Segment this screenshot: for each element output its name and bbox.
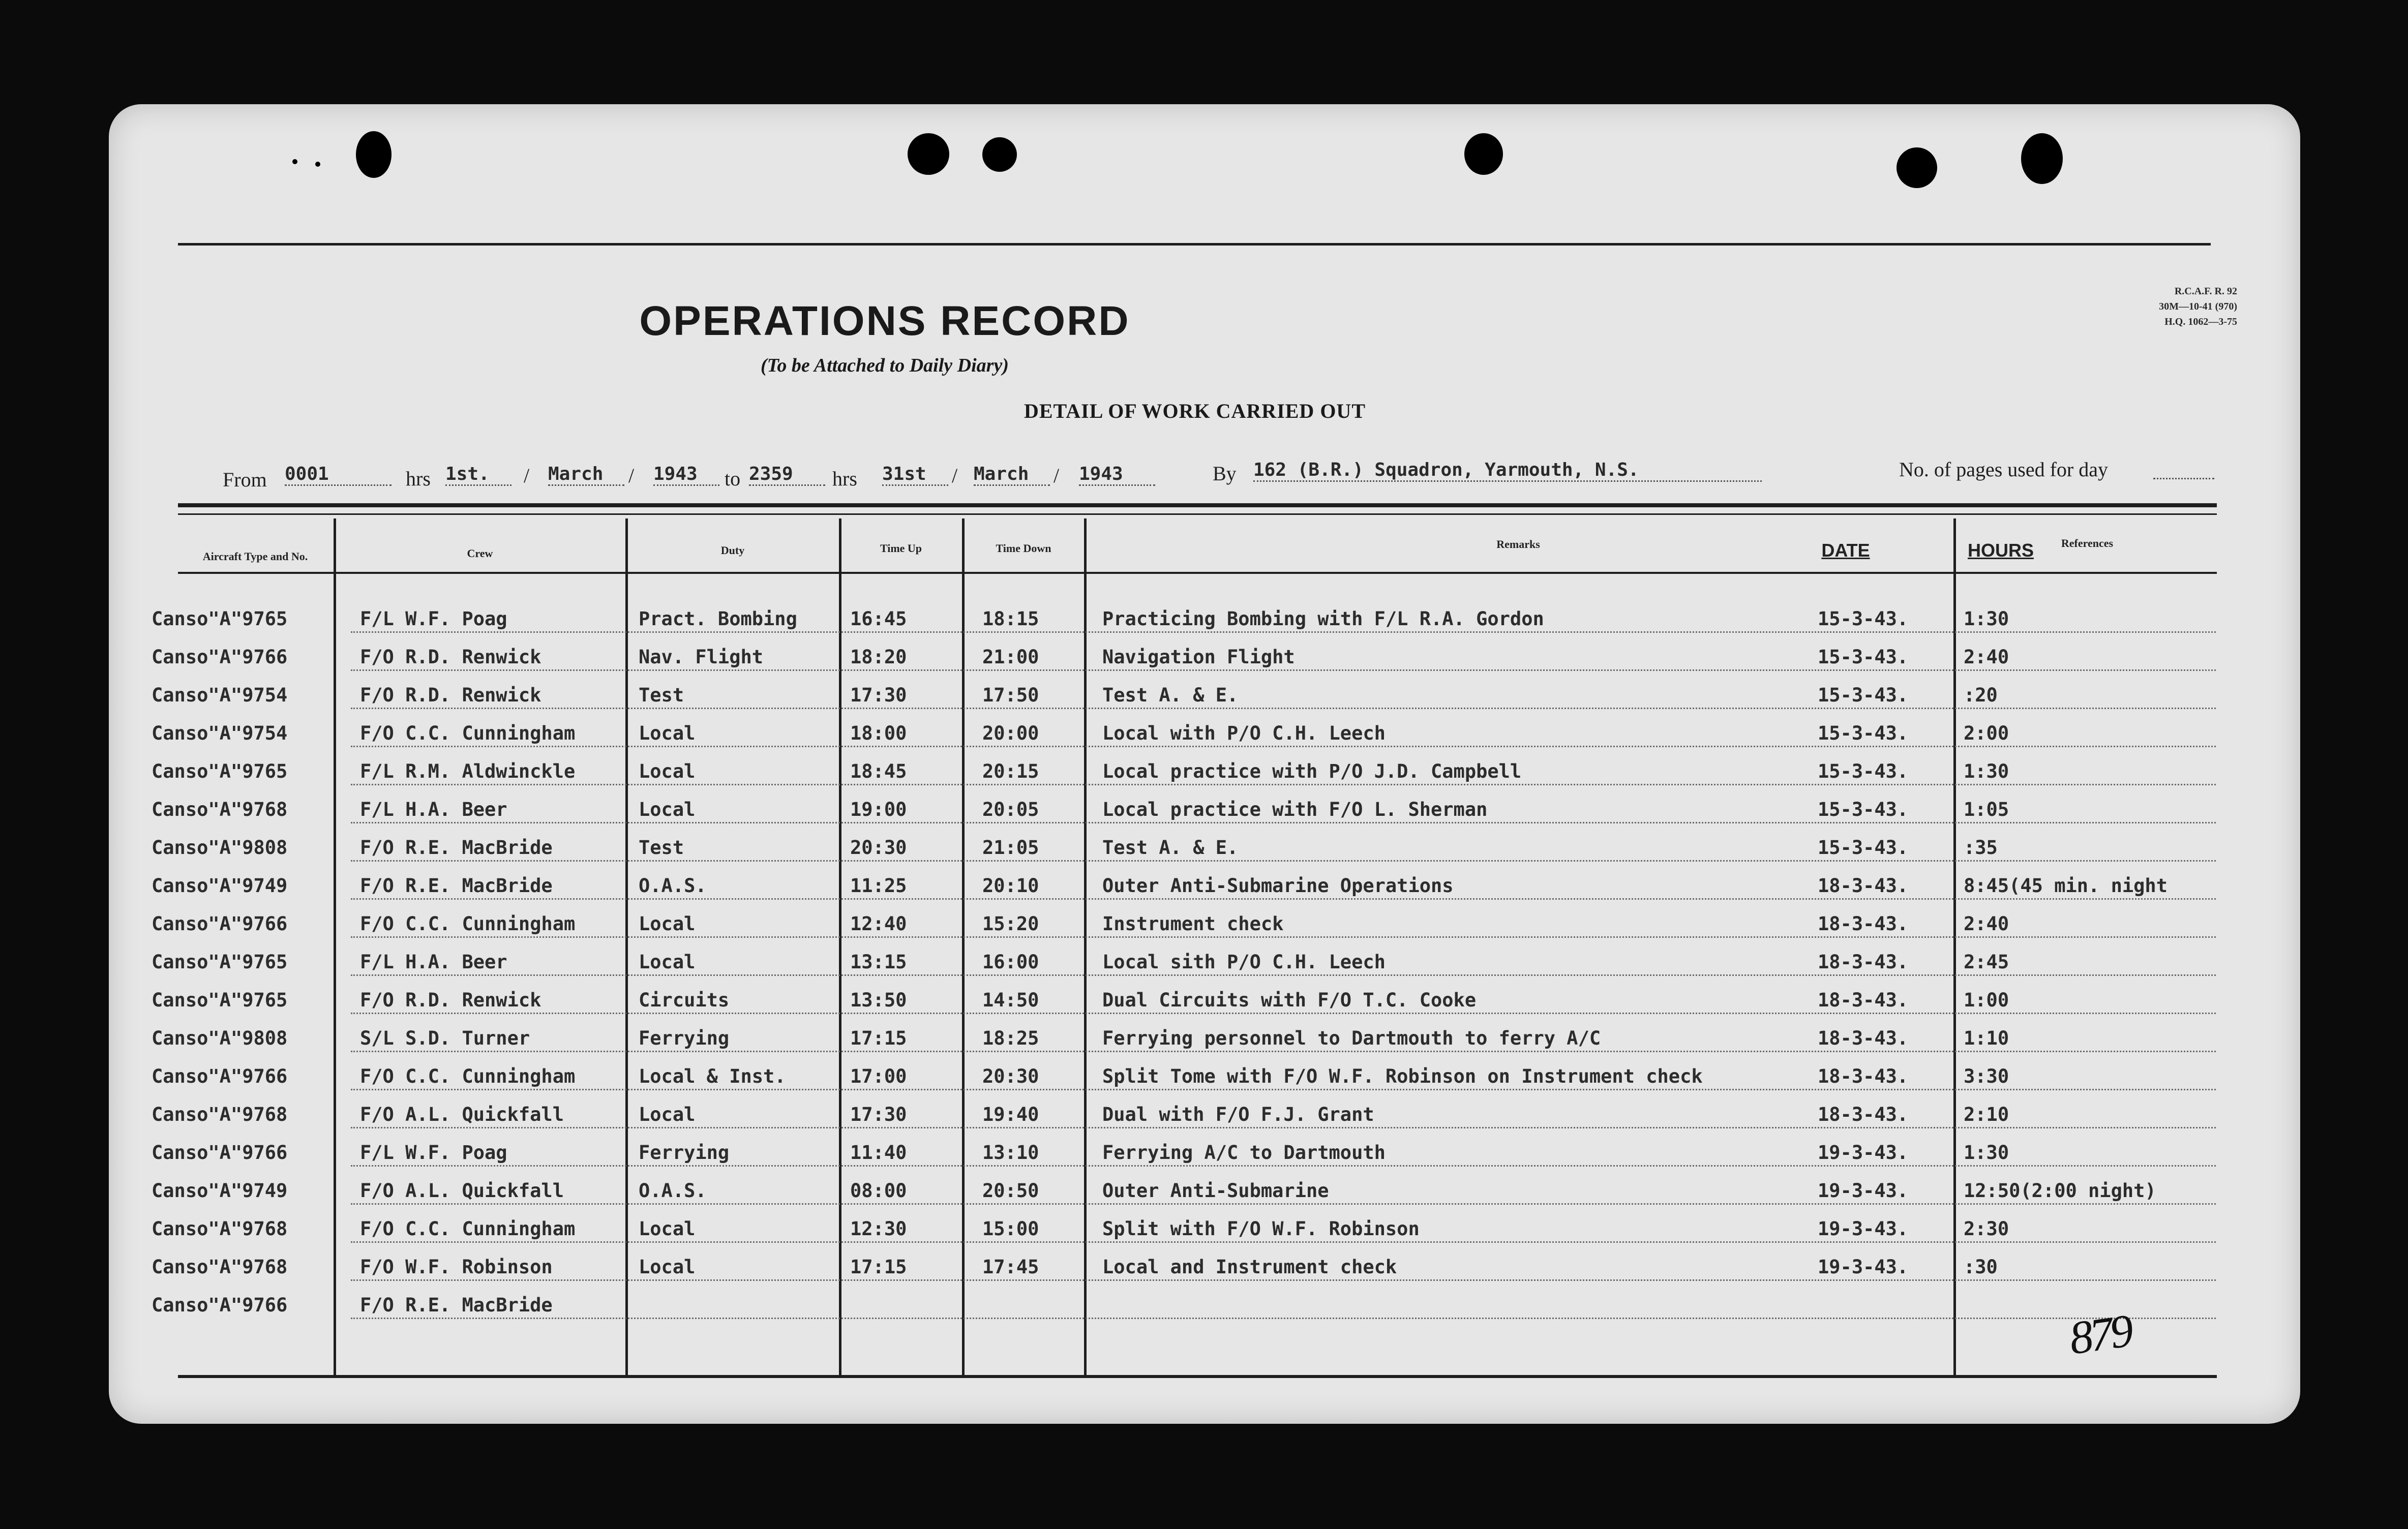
column-divider (839, 518, 841, 1375)
remarks-cell: Practicing Bombing with F/L R.A. Gordon (1102, 608, 1544, 630)
to-time: 2359 (749, 464, 825, 486)
crew-cell: F/O R.E. MacBride (360, 837, 553, 859)
time-down-cell: 18:25 (982, 1027, 1039, 1049)
aircraft-cell: Canso"A"9749 (152, 875, 288, 897)
time-up-cell: 19:00 (850, 799, 907, 820)
hours-cell: 3:30 (1964, 1065, 2009, 1087)
time-up-cell: 12:30 (850, 1218, 907, 1240)
to-month: March (974, 464, 1050, 486)
punch-hole (292, 159, 297, 164)
by-label: By (1213, 462, 1237, 485)
duty-cell: Local (639, 1256, 696, 1278)
date-cell: 19-3-43. (1818, 1256, 1909, 1278)
row-rule (351, 822, 2216, 823)
pages-label: No. of pages used for day (1899, 458, 2108, 481)
time-up-cell: 17:30 (850, 684, 907, 706)
form-code-line: 30M—10-41 (970) (2159, 301, 2237, 312)
column-header-aircraft: Aircraft Type and No. (202, 550, 308, 563)
hours-cell: 2:45 (1964, 951, 2009, 973)
punch-hole (2021, 133, 2063, 184)
column-header-date: DATE (1821, 540, 1870, 561)
detail-heading: DETAIL OF WORK CARRIED OUT (1024, 400, 1366, 422)
time-up-cell: 08:00 (850, 1180, 907, 1202)
column-divider (334, 518, 336, 1375)
time-down-cell: 14:50 (982, 989, 1039, 1011)
unit-name: 162 (B.R.) Squadron, Yarmouth, N.S. (1253, 460, 1762, 482)
crew-cell: F/O R.D. Renwick (360, 989, 541, 1011)
aircraft-cell: Canso"A"9765 (152, 760, 288, 782)
row-rule (351, 669, 2216, 671)
from-label: From (223, 468, 267, 491)
hours-cell: 2:30 (1964, 1218, 2009, 1240)
time-down-cell: 20:00 (982, 722, 1039, 744)
duty-cell: Ferrying (639, 1027, 730, 1049)
time-down-cell: 18:15 (982, 608, 1039, 630)
time-down-cell: 20:30 (982, 1065, 1039, 1087)
aircraft-cell: Canso"A"9766 (152, 1294, 288, 1316)
aircraft-cell: Canso"A"9766 (152, 646, 288, 668)
hrs-label: hrs (832, 467, 857, 490)
table-top-rule-thin (178, 513, 2217, 515)
remarks-cell: Navigation Flight (1102, 646, 1295, 668)
to-label: to (725, 467, 741, 490)
remarks-cell: Local with P/O C.H. Leech (1102, 722, 1386, 744)
hours-cell: :35 (1964, 837, 1998, 859)
row-rule (351, 1165, 2216, 1167)
duty-cell: Local & Inst. (639, 1065, 786, 1087)
row-rule (351, 936, 2216, 938)
crew-cell: F/O A.L. Quickfall (360, 1180, 564, 1202)
time-up-cell: 17:00 (850, 1065, 907, 1087)
crew-cell: F/O R.D. Renwick (360, 684, 541, 706)
top-rule (178, 243, 2211, 246)
date-separator: / (524, 464, 530, 487)
crew-cell: F/O W.F. Robinson (360, 1256, 553, 1278)
hours-cell: 1:10 (1964, 1027, 2009, 1049)
date-cell: 18-3-43. (1818, 1065, 1909, 1087)
duty-cell: Local (639, 760, 696, 782)
crew-cell: F/O R.E. MacBride (360, 1294, 553, 1316)
remarks-cell: Test A. & E. (1102, 837, 1239, 859)
to-year: 1943 (1079, 464, 1155, 486)
hours-cell: 2:40 (1964, 913, 2009, 935)
column-header-remarks: Remarks (1496, 538, 1540, 551)
time-up-cell: 17:30 (850, 1104, 907, 1125)
crew-cell: F/L H.A. Beer (360, 799, 507, 820)
time-down-cell: 20:50 (982, 1180, 1039, 1202)
date-cell: 18-3-43. (1818, 951, 1909, 973)
aircraft-cell: Canso"A"9766 (152, 1142, 288, 1164)
date-cell: 15-3-43. (1818, 799, 1909, 820)
time-down-cell: 15:00 (982, 1218, 1039, 1240)
time-down-cell: 19:40 (982, 1104, 1039, 1125)
time-down-cell: 16:00 (982, 951, 1039, 973)
time-up-cell: 16:45 (850, 608, 907, 630)
row-rule (351, 1013, 2216, 1014)
aircraft-cell: Canso"A"9749 (152, 1180, 288, 1202)
row-rule (351, 1089, 2216, 1090)
aircraft-cell: Canso"A"9766 (152, 1065, 288, 1087)
time-up-cell: 17:15 (850, 1256, 907, 1278)
duty-cell: Circuits (639, 989, 730, 1011)
form-code-line: R.C.A.F. R. 92 (2174, 286, 2237, 297)
row-rule (351, 1203, 2216, 1205)
date-cell: 19-3-43. (1818, 1218, 1909, 1240)
hours-cell: 1:30 (1964, 760, 2009, 782)
date-cell: 18-3-43. (1818, 1104, 1909, 1125)
crew-cell: F/O C.C. Cunningham (360, 722, 576, 744)
signature: 879 (2066, 1304, 2134, 1364)
row-rule (351, 1318, 2216, 1319)
date-cell: 19-3-43. (1818, 1180, 1909, 1202)
page-title: OPERATIONS RECORD (639, 298, 1130, 344)
punch-hole (1897, 147, 1937, 188)
crew-cell: F/O C.C. Cunningham (360, 1218, 576, 1240)
column-divider (962, 518, 965, 1375)
remarks-cell: Ferrying personnel to Dartmouth to ferry A/C (1102, 1027, 1601, 1049)
time-down-cell: 15:20 (982, 913, 1039, 935)
form-code-line: H.Q. 1062—3-75 (2164, 316, 2237, 327)
column-divider (1084, 518, 1087, 1375)
crew-cell: S/L S.D. Turner (360, 1027, 530, 1049)
from-day: 1st. (445, 464, 511, 486)
aircraft-cell: Canso"A"9766 (152, 913, 288, 935)
aircraft-cell: Canso"A"9768 (152, 1218, 288, 1240)
date-cell: 18-3-43. (1818, 875, 1909, 897)
from-time: 0001 (285, 464, 392, 486)
date-cell: 15-3-43. (1818, 722, 1909, 744)
time-up-cell: 11:25 (850, 875, 907, 897)
duty-cell: Ferrying (639, 1142, 730, 1164)
remarks-cell: Local practice with F/O L. Sherman (1102, 799, 1488, 820)
time-up-cell: 18:45 (850, 760, 907, 782)
time-up-cell: 12:40 (850, 913, 907, 935)
column-header-time-up: Time Up (880, 542, 922, 555)
time-up-cell: 18:20 (850, 646, 907, 668)
row-rule (351, 784, 2216, 785)
duty-cell: Pract. Bombing (639, 608, 797, 630)
date-cell: 19-3-43. (1818, 1142, 1909, 1164)
row-rule (351, 1127, 2216, 1128)
date-separator: / (1054, 464, 1060, 487)
pages-value (2153, 462, 2214, 479)
time-up-cell: 13:15 (850, 951, 907, 973)
remarks-cell: Instrument check (1102, 913, 1284, 935)
from-month: March (548, 464, 624, 486)
aircraft-cell: Canso"A"9808 (152, 1027, 288, 1049)
remarks-cell: Dual with F/O F.J. Grant (1102, 1104, 1374, 1125)
punch-hole (1464, 133, 1503, 175)
column-header-time-down: Time Down (996, 542, 1051, 555)
crew-cell: F/O A.L. Quickfall (360, 1104, 564, 1125)
time-up-cell: 18:00 (850, 722, 907, 744)
punch-hole (908, 133, 949, 175)
date-cell: 18-3-43. (1818, 989, 1909, 1011)
duty-cell: Local (639, 913, 696, 935)
hours-cell: 8:45(45 min. night (1964, 875, 2168, 897)
remarks-cell: Outer Anti-Submarine (1102, 1180, 1329, 1202)
aircraft-cell: Canso"A"9754 (152, 684, 288, 706)
remarks-cell: Local sith P/O C.H. Leech (1102, 951, 1386, 973)
duty-cell: Local (639, 951, 696, 973)
time-up-cell: 20:30 (850, 837, 907, 859)
remarks-cell: Dual Circuits with F/O T.C. Cooke (1102, 989, 1477, 1011)
form-code (2034, 284, 2237, 329)
hours-cell: 2:00 (1964, 722, 2009, 744)
time-down-cell: 21:05 (982, 837, 1039, 859)
time-down-cell: 17:45 (982, 1256, 1039, 1278)
aircraft-cell: Canso"A"9808 (152, 837, 288, 859)
remarks-cell: Split with F/O W.F. Robinson (1102, 1218, 1420, 1240)
duty-cell: Nav. Flight (639, 646, 764, 668)
time-up-cell: 13:50 (850, 989, 907, 1011)
crew-cell: F/O C.C. Cunningham (360, 1065, 576, 1087)
row-rule (351, 1241, 2216, 1243)
punch-hole (356, 131, 392, 178)
punch-hole (982, 137, 1017, 172)
time-up-cell: 11:40 (850, 1142, 907, 1164)
duty-cell: Local (639, 799, 696, 820)
date-cell: 18-3-43. (1818, 913, 1909, 935)
date-separator: / (952, 464, 958, 487)
aircraft-cell: Canso"A"9768 (152, 1104, 288, 1125)
from-year: 1943 (653, 464, 719, 486)
hours-cell: 2:40 (1964, 646, 2009, 668)
row-rule (351, 1279, 2216, 1281)
hours-cell: 2:10 (1964, 1104, 2009, 1125)
remarks-cell: Outer Anti-Submarine Operations (1102, 875, 1454, 897)
row-rule (351, 974, 2216, 976)
time-down-cell: 20:05 (982, 799, 1039, 820)
row-rule (351, 746, 2216, 747)
header-bottom-rule (178, 572, 2217, 574)
time-down-cell: 20:10 (982, 875, 1039, 897)
time-down-cell: 13:10 (982, 1142, 1039, 1164)
crew-cell: F/L W.F. Poag (360, 1142, 507, 1164)
punch-hole (315, 162, 320, 167)
remarks-cell: Ferrying A/C to Dartmouth (1102, 1142, 1386, 1164)
duty-cell: Local (639, 1104, 696, 1125)
row-rule (351, 860, 2216, 862)
remarks-cell: Test A. & E. (1102, 684, 1239, 706)
remarks-cell: Split Tome with F/O W.F. Robinson on Instrument check (1102, 1065, 1703, 1087)
hours-cell: 12:50(2:00 night) (1964, 1180, 2156, 1202)
crew-cell: F/L W.F. Poag (360, 608, 507, 630)
column-header-crew: Crew (467, 547, 493, 560)
aircraft-cell: Canso"A"9765 (152, 608, 288, 630)
table-bottom-rule (178, 1375, 2217, 1378)
aircraft-cell: Canso"A"9768 (152, 799, 288, 820)
crew-cell: F/O C.C. Cunningham (360, 913, 576, 935)
row-rule (351, 898, 2216, 900)
column-divider (1953, 518, 1956, 1375)
time-up-cell: 17:15 (850, 1027, 907, 1049)
hours-cell: 1:30 (1964, 608, 2009, 630)
duty-cell: Test (639, 837, 684, 859)
duty-cell: O.A.S. (639, 1180, 707, 1202)
time-down-cell: 20:15 (982, 760, 1039, 782)
hours-cell: 1:30 (1964, 1142, 2009, 1164)
to-day: 31st (882, 464, 948, 486)
time-down-cell: 21:00 (982, 646, 1039, 668)
date-cell: 18-3-43. (1818, 1027, 1909, 1049)
hours-cell: :20 (1964, 684, 1998, 706)
crew-cell: F/L H.A. Beer (360, 951, 507, 973)
duty-cell: Test (639, 684, 684, 706)
column-header-references: References (2061, 537, 2114, 549)
column-divider (625, 518, 628, 1375)
row-rule (351, 1051, 2216, 1052)
aircraft-cell: Canso"A"9768 (152, 1256, 288, 1278)
remarks-cell: Local practice with P/O J.D. Campbell (1102, 760, 1522, 782)
crew-cell: F/O R.E. MacBride (360, 875, 553, 897)
hrs-label: hrs (406, 467, 431, 490)
table-top-rule (178, 503, 2217, 507)
date-separator: / (628, 464, 635, 487)
row-rule (351, 708, 2216, 709)
aircraft-cell: Canso"A"9765 (152, 989, 288, 1011)
hours-cell: :30 (1964, 1256, 1998, 1278)
date-cell: 15-3-43. (1818, 837, 1909, 859)
aircraft-cell: Canso"A"9765 (152, 951, 288, 973)
hours-cell: 1:00 (1964, 989, 2009, 1011)
crew-cell: F/O R.D. Renwick (360, 646, 541, 668)
duty-cell: Local (639, 722, 696, 744)
date-cell: 15-3-43. (1818, 684, 1909, 706)
date-cell: 15-3-43. (1818, 608, 1909, 630)
time-down-cell: 17:50 (982, 684, 1039, 706)
duty-cell: Local (639, 1218, 696, 1240)
crew-cell: F/L R.M. Aldwinckle (360, 760, 576, 782)
aircraft-cell: Canso"A"9754 (152, 722, 288, 744)
date-cell: 15-3-43. (1818, 646, 1909, 668)
remarks-cell: Local and Instrument check (1102, 1256, 1397, 1278)
column-header-hours: HOURS (1967, 540, 2034, 561)
hours-cell: 1:05 (1964, 799, 2009, 820)
row-rule (351, 631, 2216, 633)
page-subtitle: (To be Attached to Daily Diary) (761, 355, 1009, 376)
duty-cell: O.A.S. (639, 875, 707, 897)
date-cell: 15-3-43. (1818, 760, 1909, 782)
column-header-duty: Duty (720, 544, 745, 557)
